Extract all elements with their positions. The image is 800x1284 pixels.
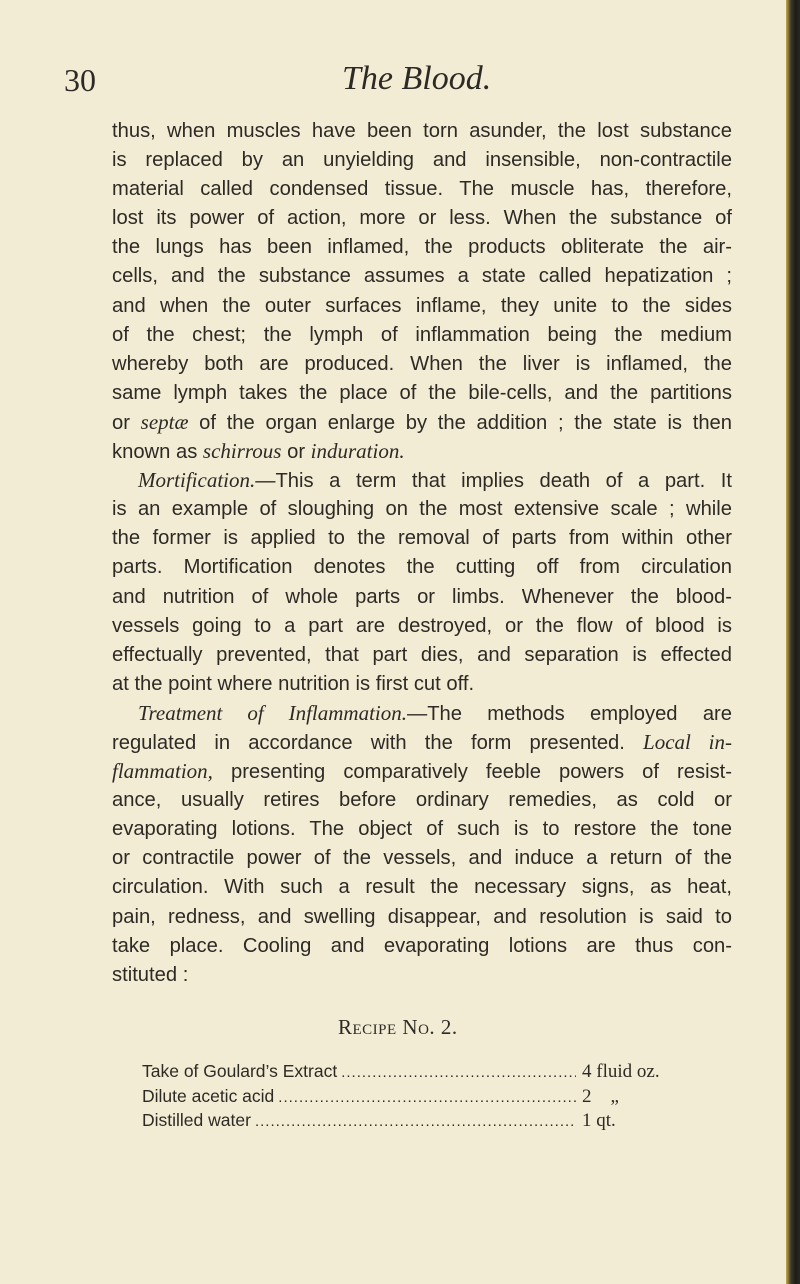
recipe-quantity: 4 fluid oz. — [582, 1061, 660, 1082]
text-line: flammation, presenting comparatively feeble powers of resist- — [112, 759, 732, 784]
text-line: is an example of sloughing on the most extensive scale ; while — [112, 498, 732, 521]
term-local-inflammation-cont: flammation, — [112, 759, 213, 784]
text-line: of the chest; the lymph of inflammation being the medium — [112, 323, 732, 346]
text-line: circulation. With such a result the necessary signs, as heat, — [112, 876, 732, 899]
term-induration: induration. — [310, 439, 405, 464]
text-line: effectually prevented, that part dies, and separation is effected — [112, 643, 732, 666]
text-line: is replaced by an unyielding and insensible, non-contractile — [112, 149, 732, 172]
page-header — [64, 62, 744, 102]
text-line: the former is applied to the removal of parts from within other — [112, 527, 732, 550]
recipe-quantity: 2 „ — [582, 1085, 619, 1107]
text-line: and nutrition of whole parts or limbs. Whenever the blood- — [112, 585, 732, 608]
text-line: Treatment of Inflammation.—The methods employed are — [138, 700, 733, 725]
recipe-quantity: 1 qt. — [582, 1110, 616, 1131]
text-line: and when the outer surfaces inflame, they unite to the sides — [112, 294, 732, 317]
page-edge — [786, 0, 800, 1284]
text-line: regulated in accordance with the form presented. Local in- — [112, 729, 732, 754]
text-line: at the point where nutrition is first cut off. — [112, 672, 475, 695]
dot-leader — [341, 1061, 576, 1086]
recipe-list — [142, 1059, 702, 1133]
term-local-inflammation: Local in- — [643, 729, 732, 754]
recipe-ingredient: Take of Goulard’s Extract — [142, 1061, 338, 1081]
running-head: The Blood. — [342, 60, 492, 97]
text-line: whereby both are produced. When the liver is inflamed, the — [112, 352, 732, 375]
recipe-ingredient: Dilute acetic acid — [142, 1085, 275, 1106]
recipe-item — [142, 1059, 702, 1084]
text-line: the lungs has been inflamed, the products obliterate the air- — [112, 236, 732, 259]
recipe-item — [142, 1108, 702, 1133]
text-line: material called condensed tissue. The muscle has, therefore, — [112, 178, 732, 201]
body-text — [112, 117, 732, 990]
text-line: thus, when muscles have been torn asunder, the lost substance — [112, 120, 732, 142]
text-line: stituted : — [112, 963, 189, 986]
dot-leader — [278, 1086, 576, 1111]
text-line: take place. Cooling and evaporating lotions are thus con- — [112, 934, 732, 957]
recipe-ingredient: Distilled water — [142, 1110, 251, 1130]
recipe-item — [142, 1084, 702, 1109]
text-line: known as schirrous or induration. — [112, 439, 405, 464]
text-line: ance, usually retires before ordinary remedies, as cold or — [112, 789, 732, 812]
text-line: Mortification.—This a term that implies death of a part. It — [138, 468, 732, 493]
text-line: evaporating lotions. The object of such is to restore the tone — [112, 818, 732, 841]
text-line: or contractile power of the vessels, and induce a return of the — [112, 847, 732, 870]
text-line: parts. Mortification denotes the cutting off from circulation — [112, 556, 732, 579]
dot-leader — [255, 1110, 576, 1135]
term-schirrous: schirrous — [202, 439, 282, 464]
text-line: lost its power of action, more or less. When the substance of — [112, 207, 732, 230]
page-number: 30 — [64, 62, 96, 98]
recipe-heading: Recipe No. 2. — [338, 1015, 458, 1039]
text-line: cells, and the substance assumes a state called hepatization ; — [112, 265, 732, 288]
section-heading-mortification: Mortification. — [138, 468, 256, 493]
latin-term: septæ — [140, 409, 189, 434]
section-heading-treatment: Treatment of Inflammation. — [138, 700, 408, 725]
text-line: same lymph takes the place of the bile-cells, and the partitions — [112, 381, 732, 404]
text-line: vessels going to a part are destroyed, or the flow of blood is — [112, 614, 732, 637]
text-line: pain, redness, and swelling disappear, and resolution is said to — [112, 905, 732, 928]
text-line: or septæ of the organ enlarge by the addition ; the state is then — [112, 409, 732, 434]
